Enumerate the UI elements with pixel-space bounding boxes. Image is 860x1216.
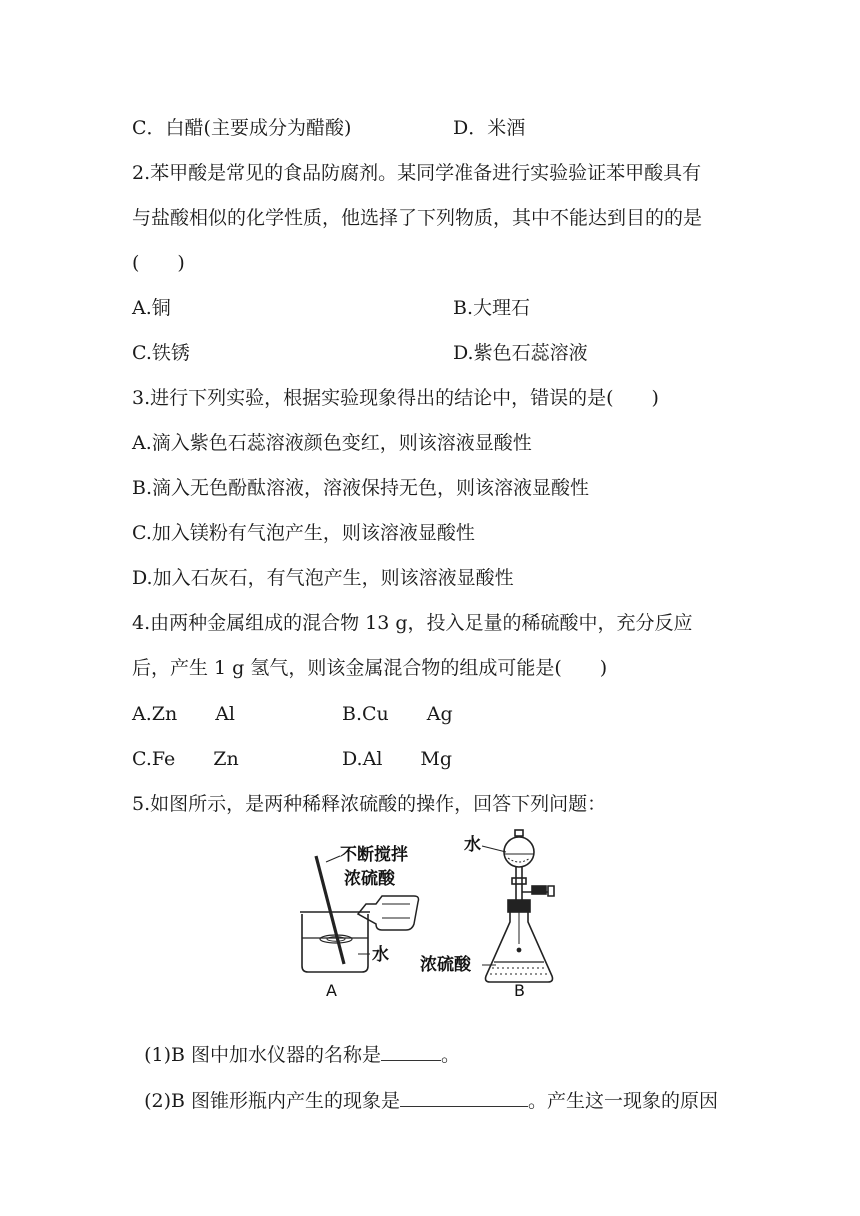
q3-option-a: A.滴入紫色石蕊溶液颜色变红，则该溶液显酸性 [132,432,532,454]
q5-sub1-suffix: 。 [441,1044,461,1066]
q3-stem: 3.进行下列实验，根据实验现象得出的结论中，错误的是( ) [132,387,659,409]
q4-option-d: D.Al Mg [342,748,453,770]
q5-stem: 5.如图所示，是两种稀释浓硫酸的操作，回答下列问题： [132,793,607,815]
q1-option-d: D．米酒 [453,117,526,139]
caption-a: A [326,981,337,1000]
caption-b: B [514,981,525,1000]
funnel-stopper-icon [515,830,523,836]
q5-sub2 [132,1064,718,1113]
q2-answer-bracket: ( ) [132,252,185,274]
q2-option-a: A.铜 [132,297,171,319]
q5-sub2-blank[interactable] [400,1088,528,1107]
q2-option-c: C.铁锈 [132,342,190,364]
q1-option-c: C．白醋(主要成分为醋酸) [132,117,352,139]
q3-option-b: B.滴入无色酚酞溶液，溶液保持无色，则该溶液显酸性 [132,477,590,499]
label-acid-a: 浓硫酸 [344,869,395,889]
q5-sub2-text: (2)B 图锥形瓶内产生的现象是 [144,1090,401,1112]
label-stir: 不断搅拌 [340,845,408,865]
q2-stem-line1: 2.苯甲酸是常见的食品防腐剂。某同学准备进行实验验证苯甲酸具有 [132,162,702,184]
glass-rod-icon [316,856,344,964]
label-water-b: 水 [464,835,481,855]
dilution-figure [296,826,566,1004]
q5-sub2-suffix: 。产生这一现象的原因 [528,1090,719,1112]
q2-option-d: D.紫色石蕊溶液 [453,342,588,364]
q2-stem-line2: 与盐酸相似的化学性质，他选择了下列物质，其中不能达到目的的是 [132,207,703,229]
q3-option-c: C.加入镁粉有气泡产生，则该溶液显酸性 [132,522,475,544]
setup-b [482,830,554,982]
dilution-diagram [296,826,566,1004]
label-acid-b: 浓硫酸 [420,955,471,975]
q4-option-a: A.Zn Al [132,703,235,725]
q3-option-d: D.加入石灰石，有气泡产生，则该溶液显酸性 [132,567,514,589]
q4-stem-line1: 4.由两种金属组成的混合物 13 g，投入足量的稀硫酸中，充分反应 [132,612,693,634]
q4-option-b: B.Cu Ag [342,703,453,725]
q2-option-b: B.大理石 [453,297,531,319]
q5-sub1-text: (1)B 图中加水仪器的名称是 [144,1044,382,1066]
q4-stem-line2: 后，产生 1 g 氢气，则该金属混合物的组成可能是( ) [132,657,608,679]
reagent-bottle-icon [358,896,419,930]
q4-option-c: C.Fe Zn [132,748,239,770]
label-water-a: 水 [372,945,389,965]
q5-sub1 [132,1018,460,1067]
separatory-funnel-icon [504,837,534,867]
q5-sub1-blank[interactable] [381,1042,441,1061]
